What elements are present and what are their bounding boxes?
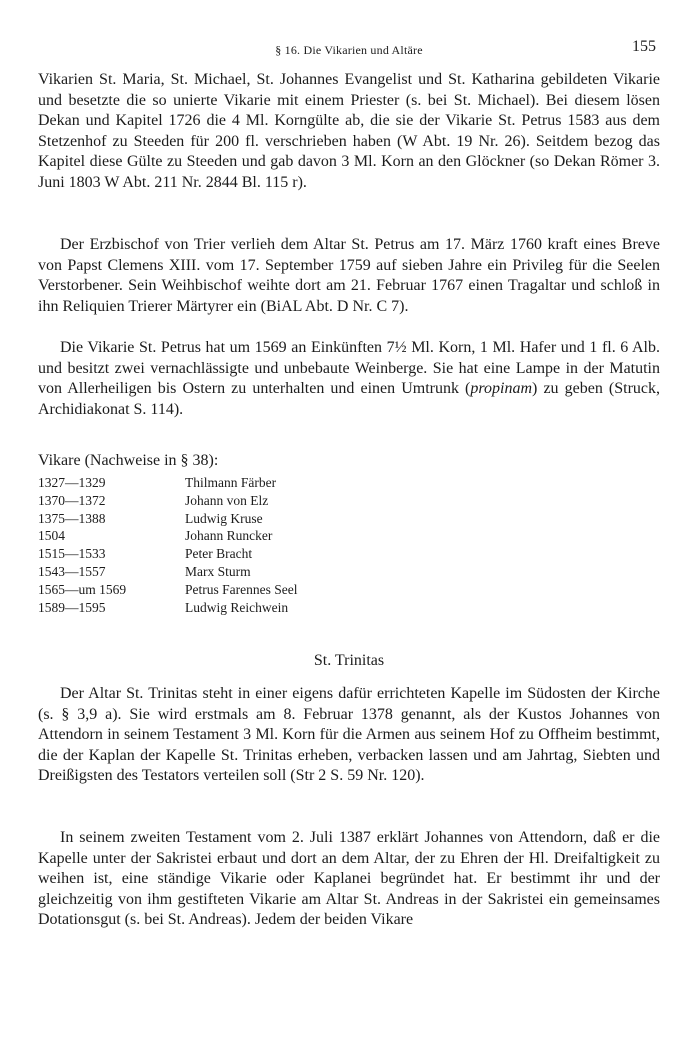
vikare-row xyxy=(38,563,297,581)
propinam-italic: propinam xyxy=(470,380,533,398)
vikare-row xyxy=(38,474,297,492)
vikare-row xyxy=(38,527,297,545)
vikare-name: Marx Sturm xyxy=(185,563,251,579)
vikare-list xyxy=(38,474,297,616)
vikare-dates: 1370—1372 xyxy=(38,492,106,508)
vikare-name: Johann von Elz xyxy=(185,492,269,508)
page-number: 155 xyxy=(632,38,656,55)
paragraph-zweites-testament: In seinem zweiten Testament vom 2. Juli 1387 erklärt Johannes von Attendorn, daß er die Kapelle unter der Sakristei erbaut und dort an dem Altar, der zu Ehren der Hl. Dreifaltigkeit zu weihen ist, eine ständige Vikarie oder Kaplanei begründet hat. Er bestimmt ihr und der gleichzeitig von ihm gestifteten Vikarie am Altar St. Andreas in der Sakristei ein gemeinsames Dotationsgut (s. bei St. Andreas). Jedem der beiden Vikare xyxy=(38,829,660,929)
vikare-name: Ludwig Reichwein xyxy=(185,599,289,615)
vikare-row xyxy=(38,492,297,510)
vikare-row xyxy=(38,510,297,528)
paragraph-einkuenfte xyxy=(38,338,660,420)
vikare-row xyxy=(38,581,297,599)
book-page xyxy=(38,0,660,1060)
vikare-name: Petrus Farennes Seel xyxy=(185,581,298,597)
vikare-dates: 1375—1388 xyxy=(38,510,106,526)
paragraph-erzbischof: Der Erzbischof von Trier verlieh dem Altar St. Petrus am 17. März 1760 kraft eines Breve von Papst Clemens XIII. vom 17. September 1759 auf sieben Jahre ein Privileg für die Seelen Verstorbener. Sein Weihbischof weihte dort am 21. Februar 1767 einen Tragaltar und schloß in ihn Reliquien Trierer Märtyrer ein (BiAL Abt. D Nr. C 7). xyxy=(38,236,660,315)
paragraph-petrus-continuation: Vikarien St. Maria, St. Michael, St. Johannes Evangelist und St. Katharina gebildeten Vikarie und besetzte die so unierte Vikarie mit einem Priester (s. bei St. Michael). Bei diesem lösen Dekan und Kapitel 1726 die 4 Ml. Korngülte ab, die sie der Vikarie St. Petrus 1583 aus dem Stetzenhof zu Steeden für 200 fl. verschrieben haben (W Abt. 19 Nr. 26). Seitdem bezog das Kapitel diese Gülte zu Steeden und gab davon 3 Ml. Korn an den Glöckner (so Dekan Römer 3. Juni 1803 W Abt. 211 Nr. 2844 Bl. 115 r). xyxy=(38,71,660,191)
vikare-dates: 1515—1533 xyxy=(38,546,106,562)
vikare-dates: 1565—um 1569 xyxy=(38,581,127,597)
vikare-name: Johann Runcker xyxy=(185,528,273,544)
einkuenfte-text-end: ) zu geben (Struck, Archidiakonat S. 114). xyxy=(38,380,660,418)
vikare-dates: 1589—1595 xyxy=(38,599,106,615)
vikare-dates: 1327—1329 xyxy=(38,475,106,490)
vikare-name: Ludwig Kruse xyxy=(185,510,263,526)
vikare-row xyxy=(38,545,297,563)
section-heading-st-trinitas: St. Trinitas xyxy=(313,652,385,669)
vikare-dates: 1543—1557 xyxy=(38,563,106,579)
vikare-heading: Vikare (Nachweise in § 38): xyxy=(38,452,219,469)
paragraph-trinitas-altar: Der Altar St. Trinitas steht in einer eigens dafür errichteten Kapelle im Südosten der Kirche (s. § 3,9 a). Sie wird erstmals am 8. Februar 1378 genannt, als der Kustos Johannes von Attendorn in seinem Testament 3 Ml. Korn für die Armen aus seinem Hof zu Offheim bestimmt, die der Kaplan der Kapelle St. Trinitas erheben, verbacken lassen und am Jahrtag, Siebten und Dreißigsten des Testators verteilen soll (Str 2 S. 59 Nr. 120). xyxy=(38,685,660,785)
running-head xyxy=(38,38,660,60)
vikare-name: Peter Bracht xyxy=(185,546,253,562)
vikare-dates: 1504 xyxy=(38,528,65,544)
vikare-row xyxy=(38,599,297,617)
einkuenfte-text-start: Die Vikarie St. Petrus hat um 1569 an Einkünften 7½ Ml. Korn, 1 Ml. Hafer und 1 fl. 6 Alb. und besitzt zwei vernachlässigte und unbebaute Weinberge. Sie hat eine Lampe in der Matutin von Allerheiligen bis Ostern zu unterhalten und einen Umtrunk ( xyxy=(38,339,660,398)
vikare-name: Thilmann Färber xyxy=(185,475,277,490)
running-title: § 16. Die Vikarien und Altäre xyxy=(275,43,423,57)
